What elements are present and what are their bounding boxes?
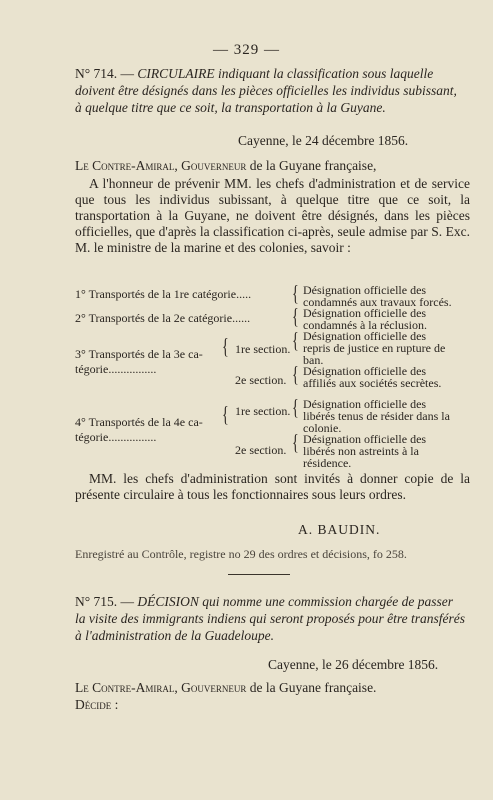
circular-714-heading bbox=[75, 65, 465, 116]
brace-icon: { bbox=[292, 330, 299, 354]
brace-icon: { bbox=[222, 404, 229, 428]
circular-714-date: Cayenne, le 24 décembre 1856. bbox=[238, 133, 409, 148]
separator-rule bbox=[228, 574, 290, 575]
row4-section2: 2e section. bbox=[235, 443, 287, 457]
row1-label: 1° Transportés de la 1re catégorie..... bbox=[75, 287, 252, 301]
row4-label-line2: tégorie................ bbox=[75, 430, 157, 444]
row4-label-line1: 4° Transportés de la 4e ca- bbox=[75, 415, 203, 429]
circular-714-closing: MM. les chefs d'administration sont invités à donner copie de la présente circulaire à tous les fonctionnaires sous leurs ordres. bbox=[75, 471, 470, 502]
brace-icon: { bbox=[292, 397, 299, 421]
brace-icon: { bbox=[222, 336, 229, 360]
row3-section1-description: Désignation officielle des repris de justice en rupture de ban. bbox=[303, 329, 446, 367]
row2-description: Désignation officielle des condamnés à la réclusion. bbox=[303, 306, 427, 332]
row3-section2: 2e section. bbox=[235, 373, 287, 387]
decision-715-issuer: Le Contre-Amiral, Gouverneur de la Guyane française. bbox=[75, 680, 377, 695]
circular-714-issuer: Le Contre-Amiral, Gouverneur de la Guyane française, bbox=[75, 158, 377, 173]
decision-715-number: N° 715. — bbox=[75, 594, 135, 609]
circular-714-intro: A l'honneur de prévenir MM. les chefs d'administration et de service que tous les individus subissant, à quelque titre que ce soit, la transportation à la Guyane, ne doivent être désignés, dans les pièces officielles, que d'après la classification ci-après, seule admise par S. Exc. M. le ministre de la marine et des colonies, savoir : bbox=[75, 176, 470, 255]
row3-section1: 1re section. bbox=[235, 342, 291, 356]
brace-icon: { bbox=[292, 283, 299, 307]
decision-715-title: DÉCISION qui nomme une commission chargée de passer la visite des immigrants indiens qui seront proposés pour être transférés à l'administration de la Guadeloupe. bbox=[75, 594, 465, 643]
decision-715-heading bbox=[75, 593, 465, 644]
registration-note: Enregistré au Contrôle, registre no 29 des ordres et décisions, fo 258. bbox=[75, 547, 407, 561]
brace-icon: { bbox=[292, 432, 299, 456]
decision-715-date: Cayenne, le 26 décembre 1856. bbox=[268, 657, 439, 672]
row4-section1: 1re section. bbox=[235, 404, 291, 418]
row4-section2-description: Désignation officielle des libérés non astreints à la résidence. bbox=[303, 432, 427, 470]
row2-label: 2° Transportés de la 2e catégorie...... bbox=[75, 311, 251, 325]
brace-icon: { bbox=[292, 364, 299, 388]
signature: A. BAUDIN. bbox=[298, 522, 381, 537]
decision-715-decide: Décide : bbox=[75, 697, 119, 712]
brace-icon: { bbox=[292, 306, 299, 330]
row4-section1-description: Désignation officielle des libérés tenus de résider dans la colonie. bbox=[303, 397, 450, 435]
page-number: — 329 — bbox=[213, 42, 280, 58]
row3-label-line1: 3° Transportés de la 3e ca- bbox=[75, 347, 203, 361]
circular-714-title: CIRCULAIRE indiquant la classification sous laquelle doivent être désignés dans les pièces officielles les individus subissant, à quelque titre que ce soit, la transportation à la Guyane. bbox=[75, 66, 457, 115]
circular-714-number: N° 714. — bbox=[75, 66, 135, 81]
row1-description: Désignation officielle des condamnés aux travaux forcés. bbox=[303, 283, 452, 309]
row3-label-line2: tégorie................ bbox=[75, 362, 157, 376]
row3-section2-description: Désignation officielle des affiliés aux sociétés secrètes. bbox=[303, 364, 442, 390]
